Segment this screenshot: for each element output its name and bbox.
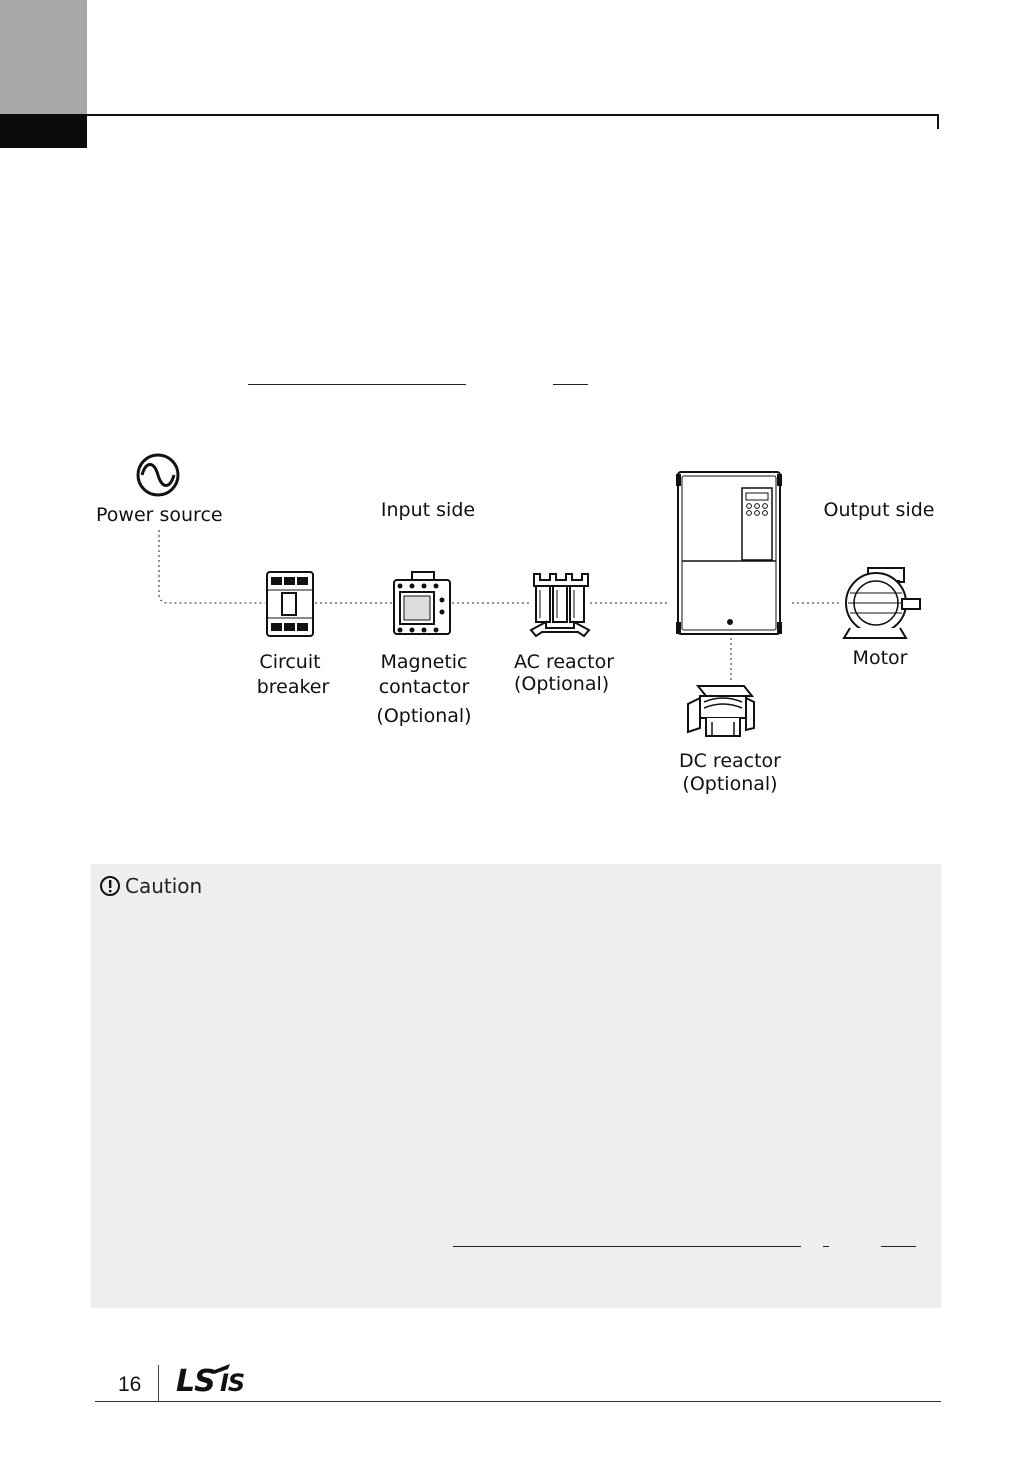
header-gray-block [0,0,87,114]
motor-label: Motor [852,647,908,669]
inverter-drive-icon [676,472,782,634]
page-number: 16 [118,1373,142,1396]
exclamation-circle-icon [99,875,121,897]
header-rule [87,114,939,116]
dc-reactor-icon [688,686,754,736]
caution-underline [881,1246,916,1247]
circuit-breaker-label: Circuit breaker [256,651,330,698]
power-source-label: Power source [96,504,223,526]
header-rule-tick [937,114,939,129]
body-underline [553,384,588,385]
caution-underline [823,1246,829,1247]
circuit-breaker-icon [267,572,313,636]
caution-underline [453,1246,801,1247]
caution-title [99,874,202,898]
body-underline [248,384,466,385]
input-side-label: Input side [380,499,476,521]
wiring-diagram-svg [0,440,1032,820]
motor-icon [844,568,920,638]
ac-reactor-icon [531,574,589,636]
lsis-logo-is: IS [220,1369,245,1395]
dc-reactor-label: DC reactor (Optional) [679,750,781,795]
footer-separator [158,1365,159,1401]
magnetic-contactor-icon [394,572,450,634]
magnetic-contactor-label: Magnetic contactor (Optional) [376,651,472,727]
header-black-block [0,114,87,148]
lsis-logo-ls: LS [176,1364,215,1395]
footer-rule [95,1401,941,1402]
lsis-logo [176,1361,260,1400]
wiring-diagram [0,440,1032,820]
output-side-label: Output side [823,499,935,521]
ac-sine-icon [138,455,178,495]
lsis-logo-svg [176,1361,260,1395]
ac-reactor-label: AC reactor (Optional) [514,651,615,695]
caution-box [91,864,941,1308]
caution-title-text: Caution [125,874,203,898]
